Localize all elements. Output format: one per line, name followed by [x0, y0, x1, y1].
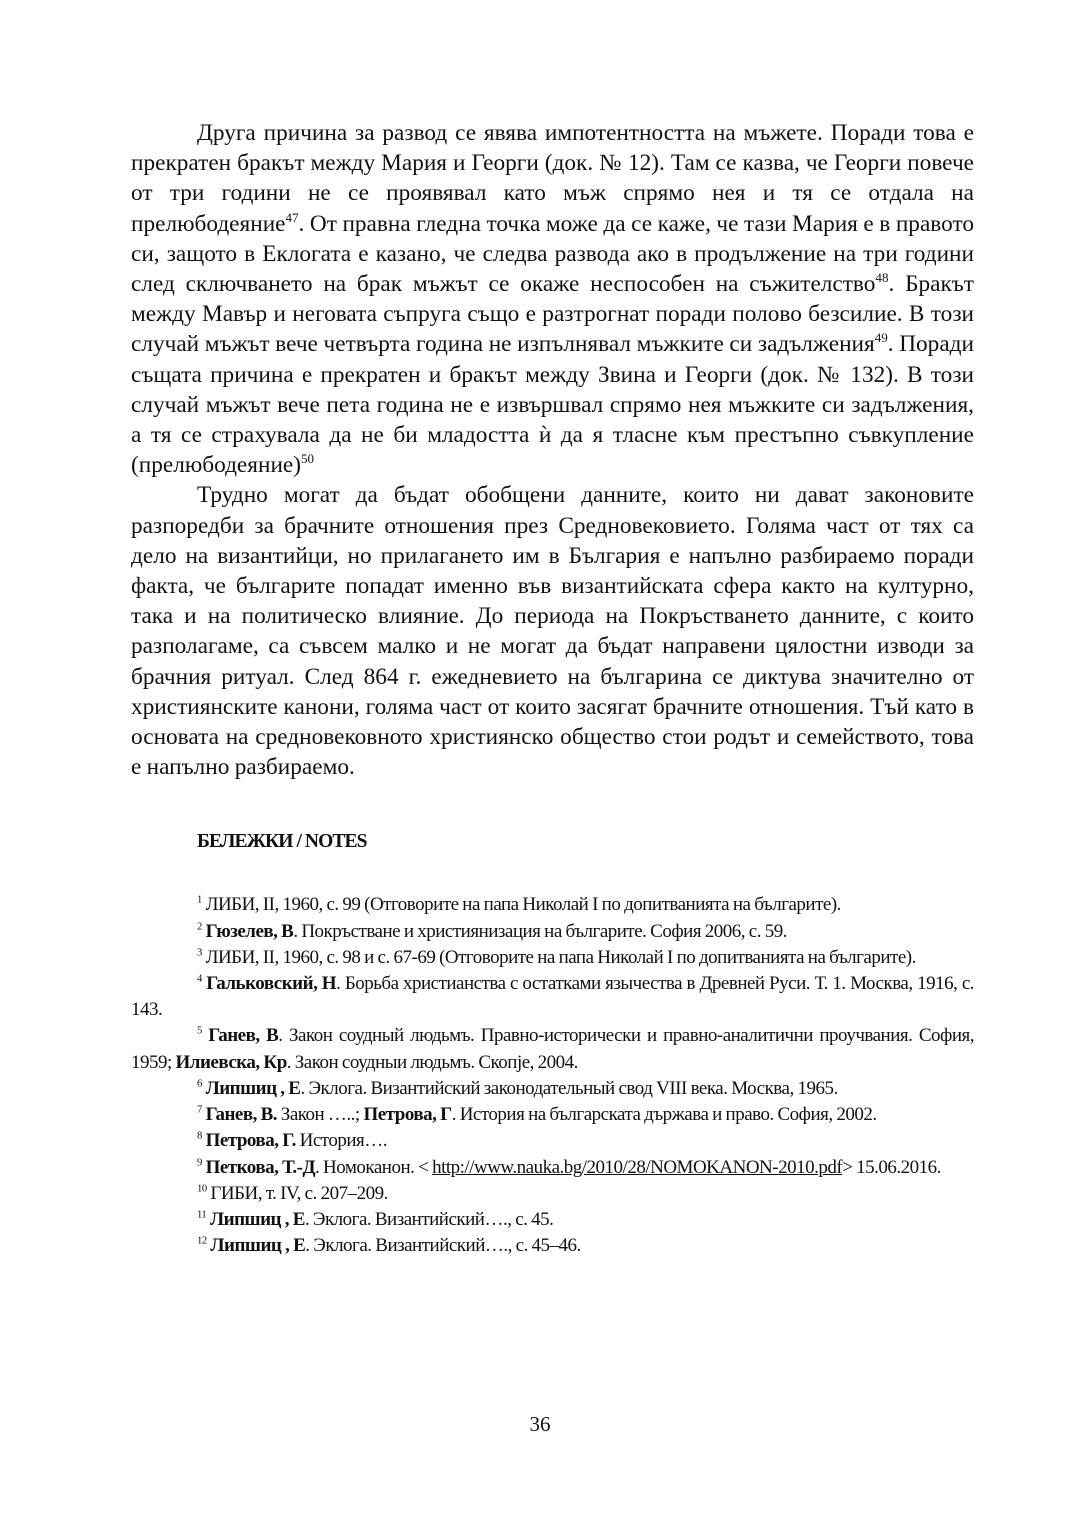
footnote-number: 7 [197, 1104, 202, 1116]
text-run: . Покръстване и християнизация на българите. София 2006, с. 59. [293, 920, 787, 942]
footnote-4 [131, 971, 974, 1023]
footnote-ref: 48 [875, 270, 889, 286]
text-run: ЛИБИ, II, 1960, с. 98 и с. 67-69 (Отговорите на папа Николай I по допитванията на българите). [205, 946, 916, 968]
page-content [131, 118, 974, 1259]
footnote-3 [131, 945, 974, 971]
text-run: ГИБИ, т. IV, с. 207–209. [210, 1182, 388, 1204]
text-run: . Номоканон. < [315, 1156, 433, 1178]
paragraph-conclusion [131, 480, 974, 782]
footnote-number: 11 [197, 1209, 207, 1221]
footnote-number: 8 [197, 1130, 202, 1142]
author-name: Ганев, В [208, 1025, 279, 1047]
footnote-number: 1 [197, 895, 202, 907]
footnote-8 [131, 1128, 974, 1154]
author-name: Петрова, Г. [205, 1130, 296, 1152]
footnote-number: 12 [197, 1235, 207, 1247]
text-run: . Бракът между Мавър и неговата съпруга също е разтрогнат поради полово безсилие. В този случай мъжът вече четвърта година не изпълнявал мъжките си задължения [131, 271, 974, 358]
footnote-12 [131, 1233, 974, 1259]
text-run: . Борьба христианства с остатками язычества в Древней Руси. Т. 1. Москва, 1916, с. 143. [131, 973, 974, 1021]
text-run: . Эклога. Византийский законодательный свод VIII века. Москва, 1965. [300, 1077, 838, 1099]
footnote-5 [131, 1023, 974, 1075]
footnote-ref: 47 [285, 209, 299, 225]
text-run: > 15.06.2016. [842, 1156, 941, 1178]
text-run: Трудно могат да бъдат обобщени данните, които ни дават законовите разпоредби за брачните отношения през Средновековието. Голяма част от тях са дело на византийци, но прилагането им в България е напълно разбираемо поради факта, че българите попадат именно във византийската сфера както на културно, така и на политическо влияние. До периода на Покръстването данните, с които разполагаме, са съвсем малко и не могат да бъдат направени цялостни изводи за брачния ритуал. След 864 г. ежедневието на българина се диктува значително от християнските канони, голяма част от които засягат брачните отношения. Тъй като в основата на средновековното християнско общество стои родът и семейството, това е напълно разбираемо. [131, 482, 974, 781]
text-run: История…. [295, 1130, 388, 1152]
text-run: Друга причина за развод се явява импотентността на мъжете. Поради това е прекратен бракът между Мария и Георги (док. № 12). Там се казва, че Георги повече от три години не се проявявал като мъж спрямо нея и тя се отдала на прелюбодеяние [131, 120, 974, 237]
author-name: Петрова, Г [363, 1104, 452, 1126]
footnote-number: 6 [197, 1078, 202, 1090]
text-run: . Закон соудный людьмъ. Правно-исторически и правно-аналитични проучвания. София, 1959; [131, 1025, 974, 1073]
footnote-10 [131, 1181, 974, 1207]
body-text [131, 118, 974, 782]
footnote-number: 10 [197, 1183, 207, 1195]
text-run: Закон …..; [277, 1104, 364, 1126]
author-name: Ганев, В. [205, 1104, 278, 1126]
author-name: Петкова, Т.-Д [205, 1156, 316, 1178]
footnote-6 [131, 1076, 974, 1102]
notes-list [131, 892, 974, 1259]
text-run: . Эклога. Византийский…., с. 45–46. [305, 1235, 581, 1257]
footnote-ref: 49 [874, 330, 888, 346]
footnote-number: 5 [197, 1026, 202, 1038]
footnote-number: 2 [197, 921, 202, 933]
footnote-1 [131, 892, 974, 918]
text-run: . От правна гледна точка може да се каже, че тази Мария е в правото си, защото в Еклогата е казано, че следва развода ако в продължение на три години след сключването на брак мъжът се окаже неспособен на съжителство [131, 210, 974, 298]
page-number: 36 [529, 1412, 551, 1436]
text-run: . Поради същата причина е прекратен и бракът между Звина и Георги (док. № 132). В този случай мъжът вече пета година не е извършвал спрямо нея мъжките си задължения, а тя се страхувала да не би младостта ѝ да я тласне към престъпно съвкупление (прелюбодеяние) [131, 331, 974, 479]
footnote-ref: 50 [301, 451, 315, 467]
footnote-number: 4 [197, 973, 202, 985]
text-run: . Закон соудныи людьмъ. Скопje, 2004. [286, 1051, 578, 1073]
author-name: Гюзелев, В [205, 920, 294, 942]
author-name: Липшиц , Е [205, 1077, 301, 1099]
footnote-2 [131, 919, 974, 945]
reference-link[interactable]: http://www.nauka.bg/2010/28/NOMOKANON-2010.pdf [432, 1156, 843, 1178]
text-run: . Эклога. Византийский…., с. 45. [304, 1208, 554, 1230]
footnote-number: 3 [197, 947, 202, 959]
author-name: Липшиц , Е [209, 1208, 305, 1230]
author-name: Гальковский, Н [206, 973, 337, 995]
footnote-11 [131, 1207, 974, 1233]
author-name: Липшиц , Е [210, 1235, 306, 1257]
paragraph-impotence-divorce [131, 118, 974, 480]
footnote-9 [131, 1155, 974, 1181]
author-name: Илиевска, Кр [175, 1051, 287, 1073]
text-run: . История на българската държава и право. София, 2002. [451, 1104, 877, 1126]
footnote-number: 9 [197, 1157, 202, 1169]
footnote-7 [131, 1102, 974, 1128]
notes-heading: БЕЛЕЖКИ / NOTES [197, 831, 367, 853]
text-run: ЛИБИ, II, 1960, с. 99 (Отговорите на папа Николай I по допитванията на българите). [205, 894, 841, 916]
